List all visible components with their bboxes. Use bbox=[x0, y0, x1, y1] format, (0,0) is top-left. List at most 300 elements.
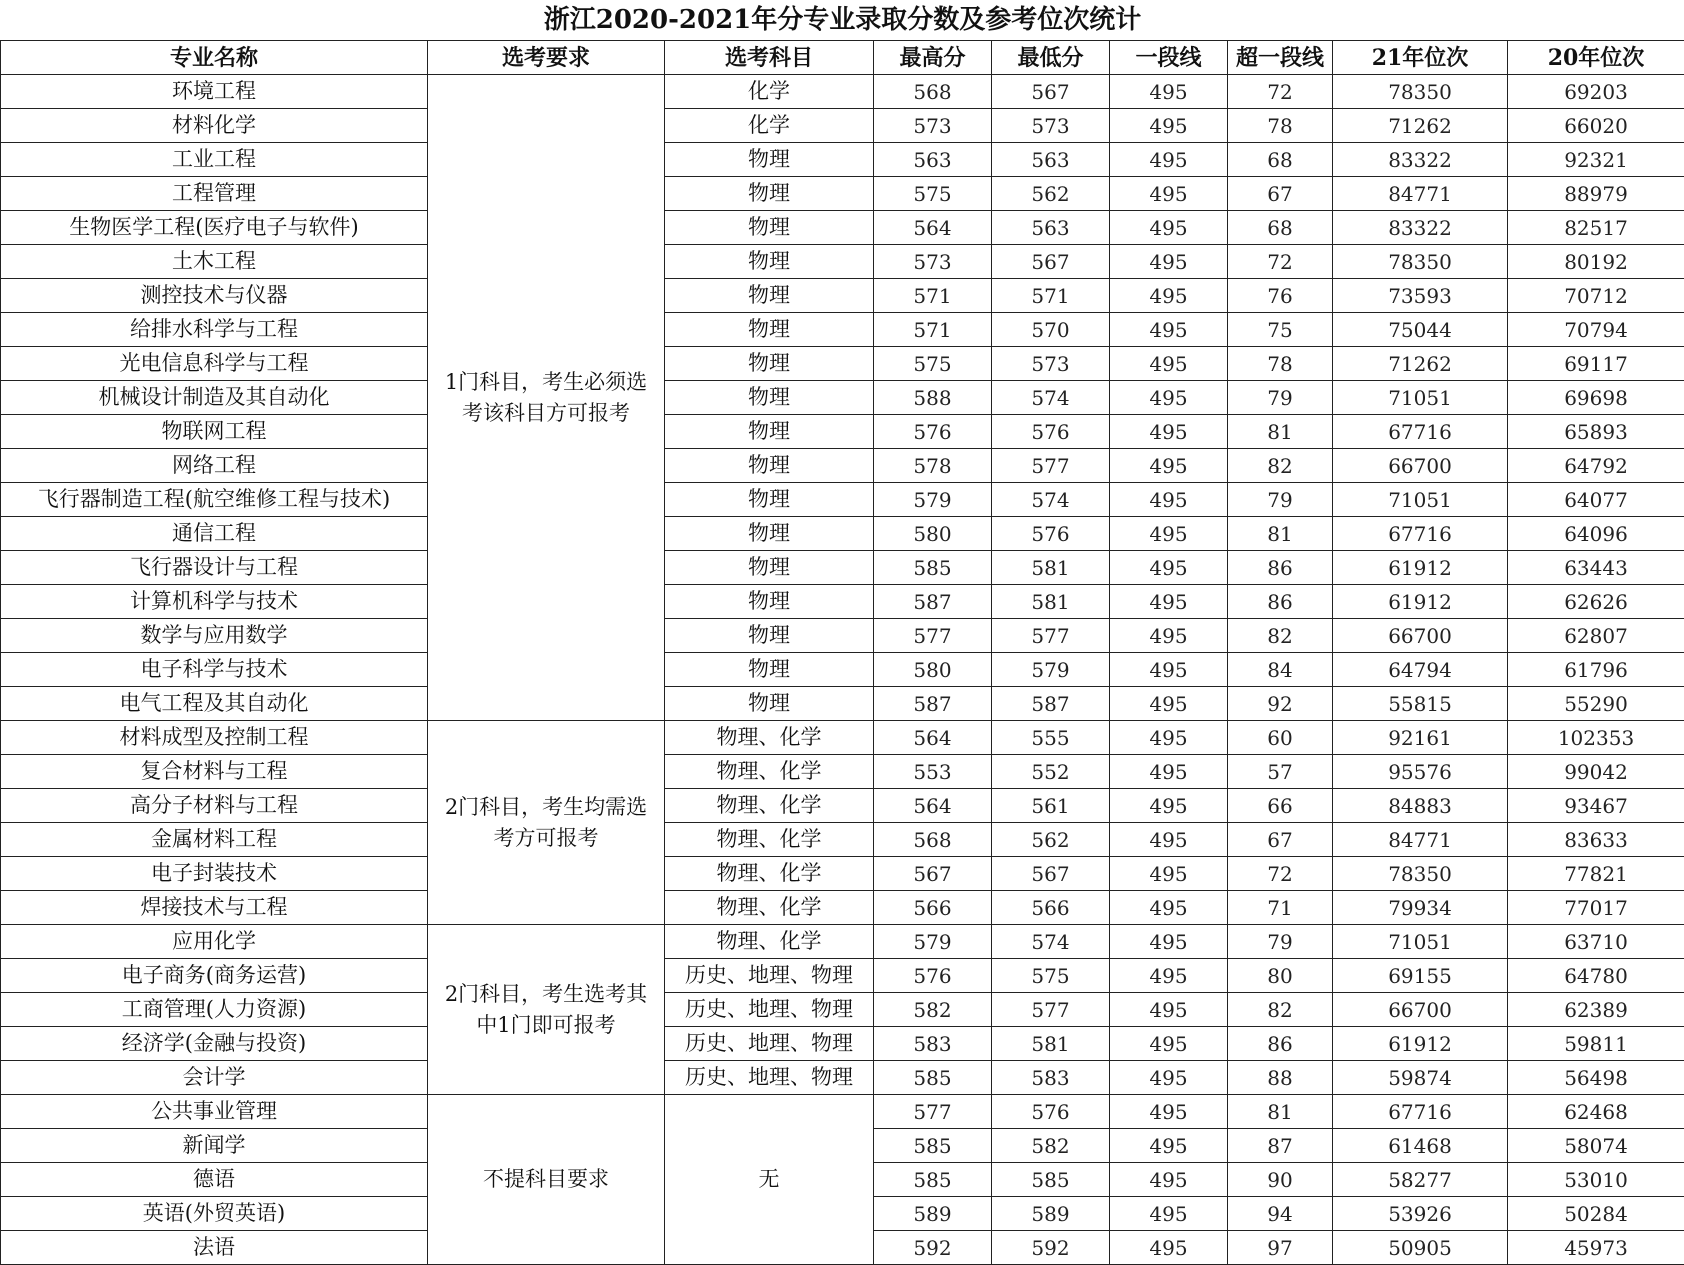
over-line-cell: 72 bbox=[1228, 857, 1333, 891]
subject-cell: 物理 bbox=[665, 279, 874, 313]
over-line-cell: 82 bbox=[1228, 993, 1333, 1027]
rank-2020-cell: 64780 bbox=[1508, 959, 1684, 993]
over-line-cell: 78 bbox=[1228, 347, 1333, 381]
table-row bbox=[1, 109, 1684, 143]
rank-2020-cell: 63710 bbox=[1508, 925, 1684, 959]
min-score-cell: 573 bbox=[992, 109, 1110, 143]
over-line-cell: 88 bbox=[1228, 1061, 1333, 1095]
rank-2021-cell: 67716 bbox=[1333, 517, 1508, 551]
subject-cell: 物理 bbox=[665, 619, 874, 653]
rank-2020-cell: 64792 bbox=[1508, 449, 1684, 483]
major-name-cell: 飞行器制造工程(航空维修工程与技术) bbox=[1, 483, 428, 517]
table-row bbox=[1, 381, 1684, 415]
rank-2020-cell: 61796 bbox=[1508, 653, 1684, 687]
header-over-line: 超一段线 bbox=[1228, 41, 1333, 75]
min-score-cell: 577 bbox=[992, 619, 1110, 653]
header-subject: 选考科目 bbox=[665, 41, 874, 75]
major-name-cell: 计算机科学与技术 bbox=[1, 585, 428, 619]
rank-2021-cell: 71051 bbox=[1333, 381, 1508, 415]
rank-2021-cell: 95576 bbox=[1333, 755, 1508, 789]
subject-cell: 物理 bbox=[665, 585, 874, 619]
rank-2020-cell: 59811 bbox=[1508, 1027, 1684, 1061]
major-name-cell: 给排水科学与工程 bbox=[1, 313, 428, 347]
major-name-cell: 通信工程 bbox=[1, 517, 428, 551]
requirement-cell: 2门科目，考生均需选考方可报考 bbox=[428, 721, 665, 925]
min-score-cell: 555 bbox=[992, 721, 1110, 755]
min-score-cell: 574 bbox=[992, 483, 1110, 517]
rank-2021-cell: 53926 bbox=[1333, 1197, 1508, 1231]
subject-cell: 物理、化学 bbox=[665, 721, 874, 755]
over-line-cell: 79 bbox=[1228, 925, 1333, 959]
min-score-cell: 589 bbox=[992, 1197, 1110, 1231]
rank-2020-cell: 99042 bbox=[1508, 755, 1684, 789]
over-line-cell: 68 bbox=[1228, 143, 1333, 177]
min-score-cell: 576 bbox=[992, 415, 1110, 449]
subject-cell: 物理、化学 bbox=[665, 789, 874, 823]
min-score-cell: 562 bbox=[992, 823, 1110, 857]
table-row bbox=[1, 551, 1684, 585]
table-row bbox=[1, 1061, 1684, 1095]
table-row bbox=[1, 857, 1684, 891]
max-score-cell: 575 bbox=[874, 347, 992, 381]
rank-2021-cell: 66700 bbox=[1333, 449, 1508, 483]
table-row bbox=[1, 245, 1684, 279]
header-rank-2021: 21年位次 bbox=[1333, 41, 1508, 75]
major-name-cell: 电气工程及其自动化 bbox=[1, 687, 428, 721]
max-score-cell: 577 bbox=[874, 1095, 992, 1129]
min-score-cell: 576 bbox=[992, 1095, 1110, 1129]
max-score-cell: 580 bbox=[874, 653, 992, 687]
max-score-cell: 564 bbox=[874, 789, 992, 823]
table-row bbox=[1, 347, 1684, 381]
max-score-cell: 571 bbox=[874, 279, 992, 313]
rank-2021-cell: 67716 bbox=[1333, 415, 1508, 449]
tier-line-cell: 495 bbox=[1110, 755, 1228, 789]
tier-line-cell: 495 bbox=[1110, 1197, 1228, 1231]
rank-2021-cell: 78350 bbox=[1333, 75, 1508, 109]
tier-line-cell: 495 bbox=[1110, 959, 1228, 993]
table-row bbox=[1, 1095, 1684, 1129]
major-name-cell: 电子商务(商务运营) bbox=[1, 959, 428, 993]
rank-2020-cell: 55290 bbox=[1508, 687, 1684, 721]
requirement-cell: 不提科目要求 bbox=[428, 1095, 665, 1265]
tier-line-cell: 495 bbox=[1110, 381, 1228, 415]
over-line-cell: 87 bbox=[1228, 1129, 1333, 1163]
subject-cell: 物理 bbox=[665, 687, 874, 721]
major-name-cell: 网络工程 bbox=[1, 449, 428, 483]
over-line-cell: 84 bbox=[1228, 653, 1333, 687]
tier-line-cell: 495 bbox=[1110, 415, 1228, 449]
table-row bbox=[1, 313, 1684, 347]
tier-line-cell: 495 bbox=[1110, 109, 1228, 143]
tier-line-cell: 495 bbox=[1110, 245, 1228, 279]
subject-cell: 物理 bbox=[665, 211, 874, 245]
rank-2020-cell: 63443 bbox=[1508, 551, 1684, 585]
subject-cell: 物理 bbox=[665, 483, 874, 517]
subject-cell: 化学 bbox=[665, 109, 874, 143]
over-line-cell: 76 bbox=[1228, 279, 1333, 313]
rank-2021-cell: 78350 bbox=[1333, 857, 1508, 891]
rank-2021-cell: 59874 bbox=[1333, 1061, 1508, 1095]
tier-line-cell: 495 bbox=[1110, 347, 1228, 381]
max-score-cell: 585 bbox=[874, 1129, 992, 1163]
tier-line-cell: 495 bbox=[1110, 857, 1228, 891]
rank-2020-cell: 64096 bbox=[1508, 517, 1684, 551]
max-score-cell: 582 bbox=[874, 993, 992, 1027]
max-score-cell: 585 bbox=[874, 551, 992, 585]
major-name-cell: 复合材料与工程 bbox=[1, 755, 428, 789]
over-line-cell: 67 bbox=[1228, 823, 1333, 857]
subject-cell: 物理 bbox=[665, 551, 874, 585]
rank-2021-cell: 71262 bbox=[1333, 347, 1508, 381]
table-row bbox=[1, 75, 1684, 109]
table-row bbox=[1, 585, 1684, 619]
tier-line-cell: 495 bbox=[1110, 313, 1228, 347]
max-score-cell: 577 bbox=[874, 619, 992, 653]
rank-2021-cell: 83322 bbox=[1333, 211, 1508, 245]
max-score-cell: 564 bbox=[874, 721, 992, 755]
min-score-cell: 566 bbox=[992, 891, 1110, 925]
subject-cell: 物理 bbox=[665, 313, 874, 347]
major-name-cell: 工程管理 bbox=[1, 177, 428, 211]
max-score-cell: 567 bbox=[874, 857, 992, 891]
over-line-cell: 94 bbox=[1228, 1197, 1333, 1231]
max-score-cell: 573 bbox=[874, 109, 992, 143]
rank-2021-cell: 84771 bbox=[1333, 177, 1508, 211]
over-line-cell: 86 bbox=[1228, 585, 1333, 619]
min-score-cell: 570 bbox=[992, 313, 1110, 347]
rank-2021-cell: 61912 bbox=[1333, 551, 1508, 585]
min-score-cell: 577 bbox=[992, 449, 1110, 483]
major-name-cell: 高分子材料与工程 bbox=[1, 789, 428, 823]
table-row bbox=[1, 959, 1684, 993]
table-row bbox=[1, 143, 1684, 177]
subject-cell: 历史、地理、物理 bbox=[665, 1061, 874, 1095]
max-score-cell: 592 bbox=[874, 1231, 992, 1265]
table-row bbox=[1, 789, 1684, 823]
over-line-cell: 66 bbox=[1228, 789, 1333, 823]
rank-2021-cell: 71051 bbox=[1333, 483, 1508, 517]
rank-2020-cell: 65893 bbox=[1508, 415, 1684, 449]
subject-cell: 物理、化学 bbox=[665, 925, 874, 959]
major-name-cell: 法语 bbox=[1, 1231, 428, 1265]
header-major-name: 专业名称 bbox=[1, 41, 428, 75]
max-score-cell: 571 bbox=[874, 313, 992, 347]
major-name-cell: 英语(外贸英语) bbox=[1, 1197, 428, 1231]
max-score-cell: 553 bbox=[874, 755, 992, 789]
max-score-cell: 576 bbox=[874, 959, 992, 993]
over-line-cell: 97 bbox=[1228, 1231, 1333, 1265]
tier-line-cell: 495 bbox=[1110, 891, 1228, 925]
tier-line-cell: 495 bbox=[1110, 1231, 1228, 1265]
rank-2021-cell: 71262 bbox=[1333, 109, 1508, 143]
tier-line-cell: 495 bbox=[1110, 449, 1228, 483]
table-row bbox=[1, 755, 1684, 789]
tier-line-cell: 495 bbox=[1110, 721, 1228, 755]
tier-line-cell: 495 bbox=[1110, 619, 1228, 653]
major-name-cell: 土木工程 bbox=[1, 245, 428, 279]
max-score-cell: 563 bbox=[874, 143, 992, 177]
rank-2020-cell: 80192 bbox=[1508, 245, 1684, 279]
header-requirement: 选考要求 bbox=[428, 41, 665, 75]
min-score-cell: 563 bbox=[992, 211, 1110, 245]
table-row bbox=[1, 517, 1684, 551]
major-name-cell: 电子科学与技术 bbox=[1, 653, 428, 687]
major-name-cell: 光电信息科学与工程 bbox=[1, 347, 428, 381]
over-line-cell: 75 bbox=[1228, 313, 1333, 347]
over-line-cell: 92 bbox=[1228, 687, 1333, 721]
header-max-score: 最高分 bbox=[874, 41, 992, 75]
rank-2020-cell: 69698 bbox=[1508, 381, 1684, 415]
tier-line-cell: 495 bbox=[1110, 925, 1228, 959]
subject-cell: 物理、化学 bbox=[665, 755, 874, 789]
min-score-cell: 576 bbox=[992, 517, 1110, 551]
min-score-cell: 574 bbox=[992, 381, 1110, 415]
header-min-score: 最低分 bbox=[992, 41, 1110, 75]
subject-cell: 历史、地理、物理 bbox=[665, 959, 874, 993]
min-score-cell: 571 bbox=[992, 279, 1110, 313]
rank-2020-cell: 66020 bbox=[1508, 109, 1684, 143]
rank-2021-cell: 61912 bbox=[1333, 585, 1508, 619]
table-row bbox=[1, 687, 1684, 721]
tier-line-cell: 495 bbox=[1110, 211, 1228, 245]
over-line-cell: 81 bbox=[1228, 1095, 1333, 1129]
major-name-cell: 测控技术与仪器 bbox=[1, 279, 428, 313]
rank-2021-cell: 92161 bbox=[1333, 721, 1508, 755]
major-name-cell: 经济学(金融与投资) bbox=[1, 1027, 428, 1061]
table-row bbox=[1, 823, 1684, 857]
major-name-cell: 飞行器设计与工程 bbox=[1, 551, 428, 585]
table-title: 浙江2020-2021年分专业录取分数及参考位次统计 bbox=[1, 0, 1684, 41]
tier-line-cell: 495 bbox=[1110, 687, 1228, 721]
rank-2020-cell: 70794 bbox=[1508, 313, 1684, 347]
min-score-cell: 577 bbox=[992, 993, 1110, 1027]
over-line-cell: 78 bbox=[1228, 109, 1333, 143]
over-line-cell: 82 bbox=[1228, 449, 1333, 483]
major-name-cell: 数学与应用数学 bbox=[1, 619, 428, 653]
requirement-cell: 2门科目，考生选考其中1门即可报考 bbox=[428, 925, 665, 1095]
rank-2020-cell: 56498 bbox=[1508, 1061, 1684, 1095]
rank-2021-cell: 61468 bbox=[1333, 1129, 1508, 1163]
over-line-cell: 57 bbox=[1228, 755, 1333, 789]
table-row bbox=[1, 891, 1684, 925]
header-tier-line: 一段线 bbox=[1110, 41, 1228, 75]
table-row bbox=[1, 449, 1684, 483]
tier-line-cell: 495 bbox=[1110, 789, 1228, 823]
rank-2020-cell: 70712 bbox=[1508, 279, 1684, 313]
subject-cell: 历史、地理、物理 bbox=[665, 993, 874, 1027]
rank-2021-cell: 61912 bbox=[1333, 1027, 1508, 1061]
table-row bbox=[1, 211, 1684, 245]
rank-2021-cell: 78350 bbox=[1333, 245, 1508, 279]
max-score-cell: 575 bbox=[874, 177, 992, 211]
tier-line-cell: 495 bbox=[1110, 1163, 1228, 1197]
rank-2020-cell: 77017 bbox=[1508, 891, 1684, 925]
rank-2021-cell: 67716 bbox=[1333, 1095, 1508, 1129]
over-line-cell: 86 bbox=[1228, 1027, 1333, 1061]
rank-2021-cell: 83322 bbox=[1333, 143, 1508, 177]
subject-cell: 物理 bbox=[665, 653, 874, 687]
table-row bbox=[1, 483, 1684, 517]
min-score-cell: 587 bbox=[992, 687, 1110, 721]
table-row bbox=[1, 721, 1684, 755]
subject-cell: 无 bbox=[665, 1095, 874, 1265]
major-name-cell: 焊接技术与工程 bbox=[1, 891, 428, 925]
major-name-cell: 材料化学 bbox=[1, 109, 428, 143]
table-row bbox=[1, 619, 1684, 653]
tier-line-cell: 495 bbox=[1110, 517, 1228, 551]
major-name-cell: 公共事业管理 bbox=[1, 1095, 428, 1129]
tier-line-cell: 495 bbox=[1110, 653, 1228, 687]
rank-2020-cell: 62389 bbox=[1508, 993, 1684, 1027]
over-line-cell: 79 bbox=[1228, 381, 1333, 415]
rank-2020-cell: 83633 bbox=[1508, 823, 1684, 857]
min-score-cell: 567 bbox=[992, 245, 1110, 279]
over-line-cell: 81 bbox=[1228, 415, 1333, 449]
over-line-cell: 86 bbox=[1228, 551, 1333, 585]
rank-2020-cell: 50284 bbox=[1508, 1197, 1684, 1231]
max-score-cell: 587 bbox=[874, 687, 992, 721]
over-line-cell: 60 bbox=[1228, 721, 1333, 755]
rank-2020-cell: 77821 bbox=[1508, 857, 1684, 891]
over-line-cell: 68 bbox=[1228, 211, 1333, 245]
rank-2020-cell: 93467 bbox=[1508, 789, 1684, 823]
tier-line-cell: 495 bbox=[1110, 1129, 1228, 1163]
subject-cell: 物理 bbox=[665, 143, 874, 177]
over-line-cell: 72 bbox=[1228, 245, 1333, 279]
over-line-cell: 82 bbox=[1228, 619, 1333, 653]
table-row bbox=[1, 1027, 1684, 1061]
subject-cell: 历史、地理、物理 bbox=[665, 1027, 874, 1061]
min-score-cell: 581 bbox=[992, 585, 1110, 619]
major-name-cell: 德语 bbox=[1, 1163, 428, 1197]
tier-line-cell: 495 bbox=[1110, 143, 1228, 177]
subject-cell: 物理 bbox=[665, 415, 874, 449]
rank-2020-cell: 82517 bbox=[1508, 211, 1684, 245]
tier-line-cell: 495 bbox=[1110, 1095, 1228, 1129]
max-score-cell: 568 bbox=[874, 823, 992, 857]
over-line-cell: 90 bbox=[1228, 1163, 1333, 1197]
table-row bbox=[1, 653, 1684, 687]
rank-2021-cell: 66700 bbox=[1333, 619, 1508, 653]
table-row bbox=[1, 925, 1684, 959]
major-name-cell: 应用化学 bbox=[1, 925, 428, 959]
subject-cell: 物理 bbox=[665, 245, 874, 279]
max-score-cell: 576 bbox=[874, 415, 992, 449]
min-score-cell: 579 bbox=[992, 653, 1110, 687]
subject-cell: 化学 bbox=[665, 75, 874, 109]
over-line-cell: 81 bbox=[1228, 517, 1333, 551]
tier-line-cell: 495 bbox=[1110, 551, 1228, 585]
tier-line-cell: 495 bbox=[1110, 993, 1228, 1027]
rank-2020-cell: 102353 bbox=[1508, 721, 1684, 755]
min-score-cell: 575 bbox=[992, 959, 1110, 993]
min-score-cell: 585 bbox=[992, 1163, 1110, 1197]
subject-cell: 物理 bbox=[665, 449, 874, 483]
tier-line-cell: 495 bbox=[1110, 1027, 1228, 1061]
max-score-cell: 566 bbox=[874, 891, 992, 925]
rank-2021-cell: 84883 bbox=[1333, 789, 1508, 823]
max-score-cell: 564 bbox=[874, 211, 992, 245]
subject-cell: 物理、化学 bbox=[665, 823, 874, 857]
rank-2021-cell: 71051 bbox=[1333, 925, 1508, 959]
max-score-cell: 583 bbox=[874, 1027, 992, 1061]
table-row bbox=[1, 415, 1684, 449]
min-score-cell: 562 bbox=[992, 177, 1110, 211]
over-line-cell: 80 bbox=[1228, 959, 1333, 993]
major-name-cell: 金属材料工程 bbox=[1, 823, 428, 857]
subject-cell: 物理 bbox=[665, 347, 874, 381]
table-row bbox=[1, 279, 1684, 313]
rank-2020-cell: 88979 bbox=[1508, 177, 1684, 211]
rank-2021-cell: 50905 bbox=[1333, 1231, 1508, 1265]
rank-2021-cell: 58277 bbox=[1333, 1163, 1508, 1197]
rank-2020-cell: 62468 bbox=[1508, 1095, 1684, 1129]
max-score-cell: 568 bbox=[874, 75, 992, 109]
rank-2021-cell: 55815 bbox=[1333, 687, 1508, 721]
max-score-cell: 588 bbox=[874, 381, 992, 415]
requirement-cell: 1门科目，考生必须选考该科目方可报考 bbox=[428, 75, 665, 721]
max-score-cell: 587 bbox=[874, 585, 992, 619]
table-row bbox=[1, 993, 1684, 1027]
min-score-cell: 583 bbox=[992, 1061, 1110, 1095]
major-name-cell: 工业工程 bbox=[1, 143, 428, 177]
rank-2020-cell: 69117 bbox=[1508, 347, 1684, 381]
max-score-cell: 578 bbox=[874, 449, 992, 483]
rank-2020-cell: 45973 bbox=[1508, 1231, 1684, 1265]
max-score-cell: 573 bbox=[874, 245, 992, 279]
tier-line-cell: 495 bbox=[1110, 483, 1228, 517]
rank-2020-cell: 69203 bbox=[1508, 75, 1684, 109]
min-score-cell: 582 bbox=[992, 1129, 1110, 1163]
subject-cell: 物理 bbox=[665, 177, 874, 211]
tier-line-cell: 495 bbox=[1110, 75, 1228, 109]
rank-2020-cell: 92321 bbox=[1508, 143, 1684, 177]
rank-2021-cell: 73593 bbox=[1333, 279, 1508, 313]
rank-2020-cell: 62626 bbox=[1508, 585, 1684, 619]
rank-2021-cell: 64794 bbox=[1333, 653, 1508, 687]
subject-cell: 物理 bbox=[665, 517, 874, 551]
min-score-cell: 592 bbox=[992, 1231, 1110, 1265]
rank-2020-cell: 62807 bbox=[1508, 619, 1684, 653]
max-score-cell: 585 bbox=[874, 1163, 992, 1197]
min-score-cell: 573 bbox=[992, 347, 1110, 381]
rank-2020-cell: 53010 bbox=[1508, 1163, 1684, 1197]
rank-2020-cell: 64077 bbox=[1508, 483, 1684, 517]
subject-cell: 物理、化学 bbox=[665, 891, 874, 925]
tier-line-cell: 495 bbox=[1110, 1061, 1228, 1095]
tier-line-cell: 495 bbox=[1110, 177, 1228, 211]
header-rank-2020: 20年位次 bbox=[1508, 41, 1684, 75]
min-score-cell: 567 bbox=[992, 75, 1110, 109]
max-score-cell: 585 bbox=[874, 1061, 992, 1095]
major-name-cell: 电子封装技术 bbox=[1, 857, 428, 891]
major-name-cell: 会计学 bbox=[1, 1061, 428, 1095]
major-name-cell: 材料成型及控制工程 bbox=[1, 721, 428, 755]
min-score-cell: 581 bbox=[992, 1027, 1110, 1061]
table-row bbox=[1, 177, 1684, 211]
major-name-cell: 工商管理(人力资源) bbox=[1, 993, 428, 1027]
subject-cell: 物理 bbox=[665, 381, 874, 415]
major-name-cell: 生物医学工程(医疗电子与软件) bbox=[1, 211, 428, 245]
major-name-cell: 新闻学 bbox=[1, 1129, 428, 1163]
subject-cell: 物理、化学 bbox=[665, 857, 874, 891]
rank-2021-cell: 75044 bbox=[1333, 313, 1508, 347]
over-line-cell: 72 bbox=[1228, 75, 1333, 109]
min-score-cell: 581 bbox=[992, 551, 1110, 585]
rank-2021-cell: 69155 bbox=[1333, 959, 1508, 993]
major-name-cell: 物联网工程 bbox=[1, 415, 428, 449]
